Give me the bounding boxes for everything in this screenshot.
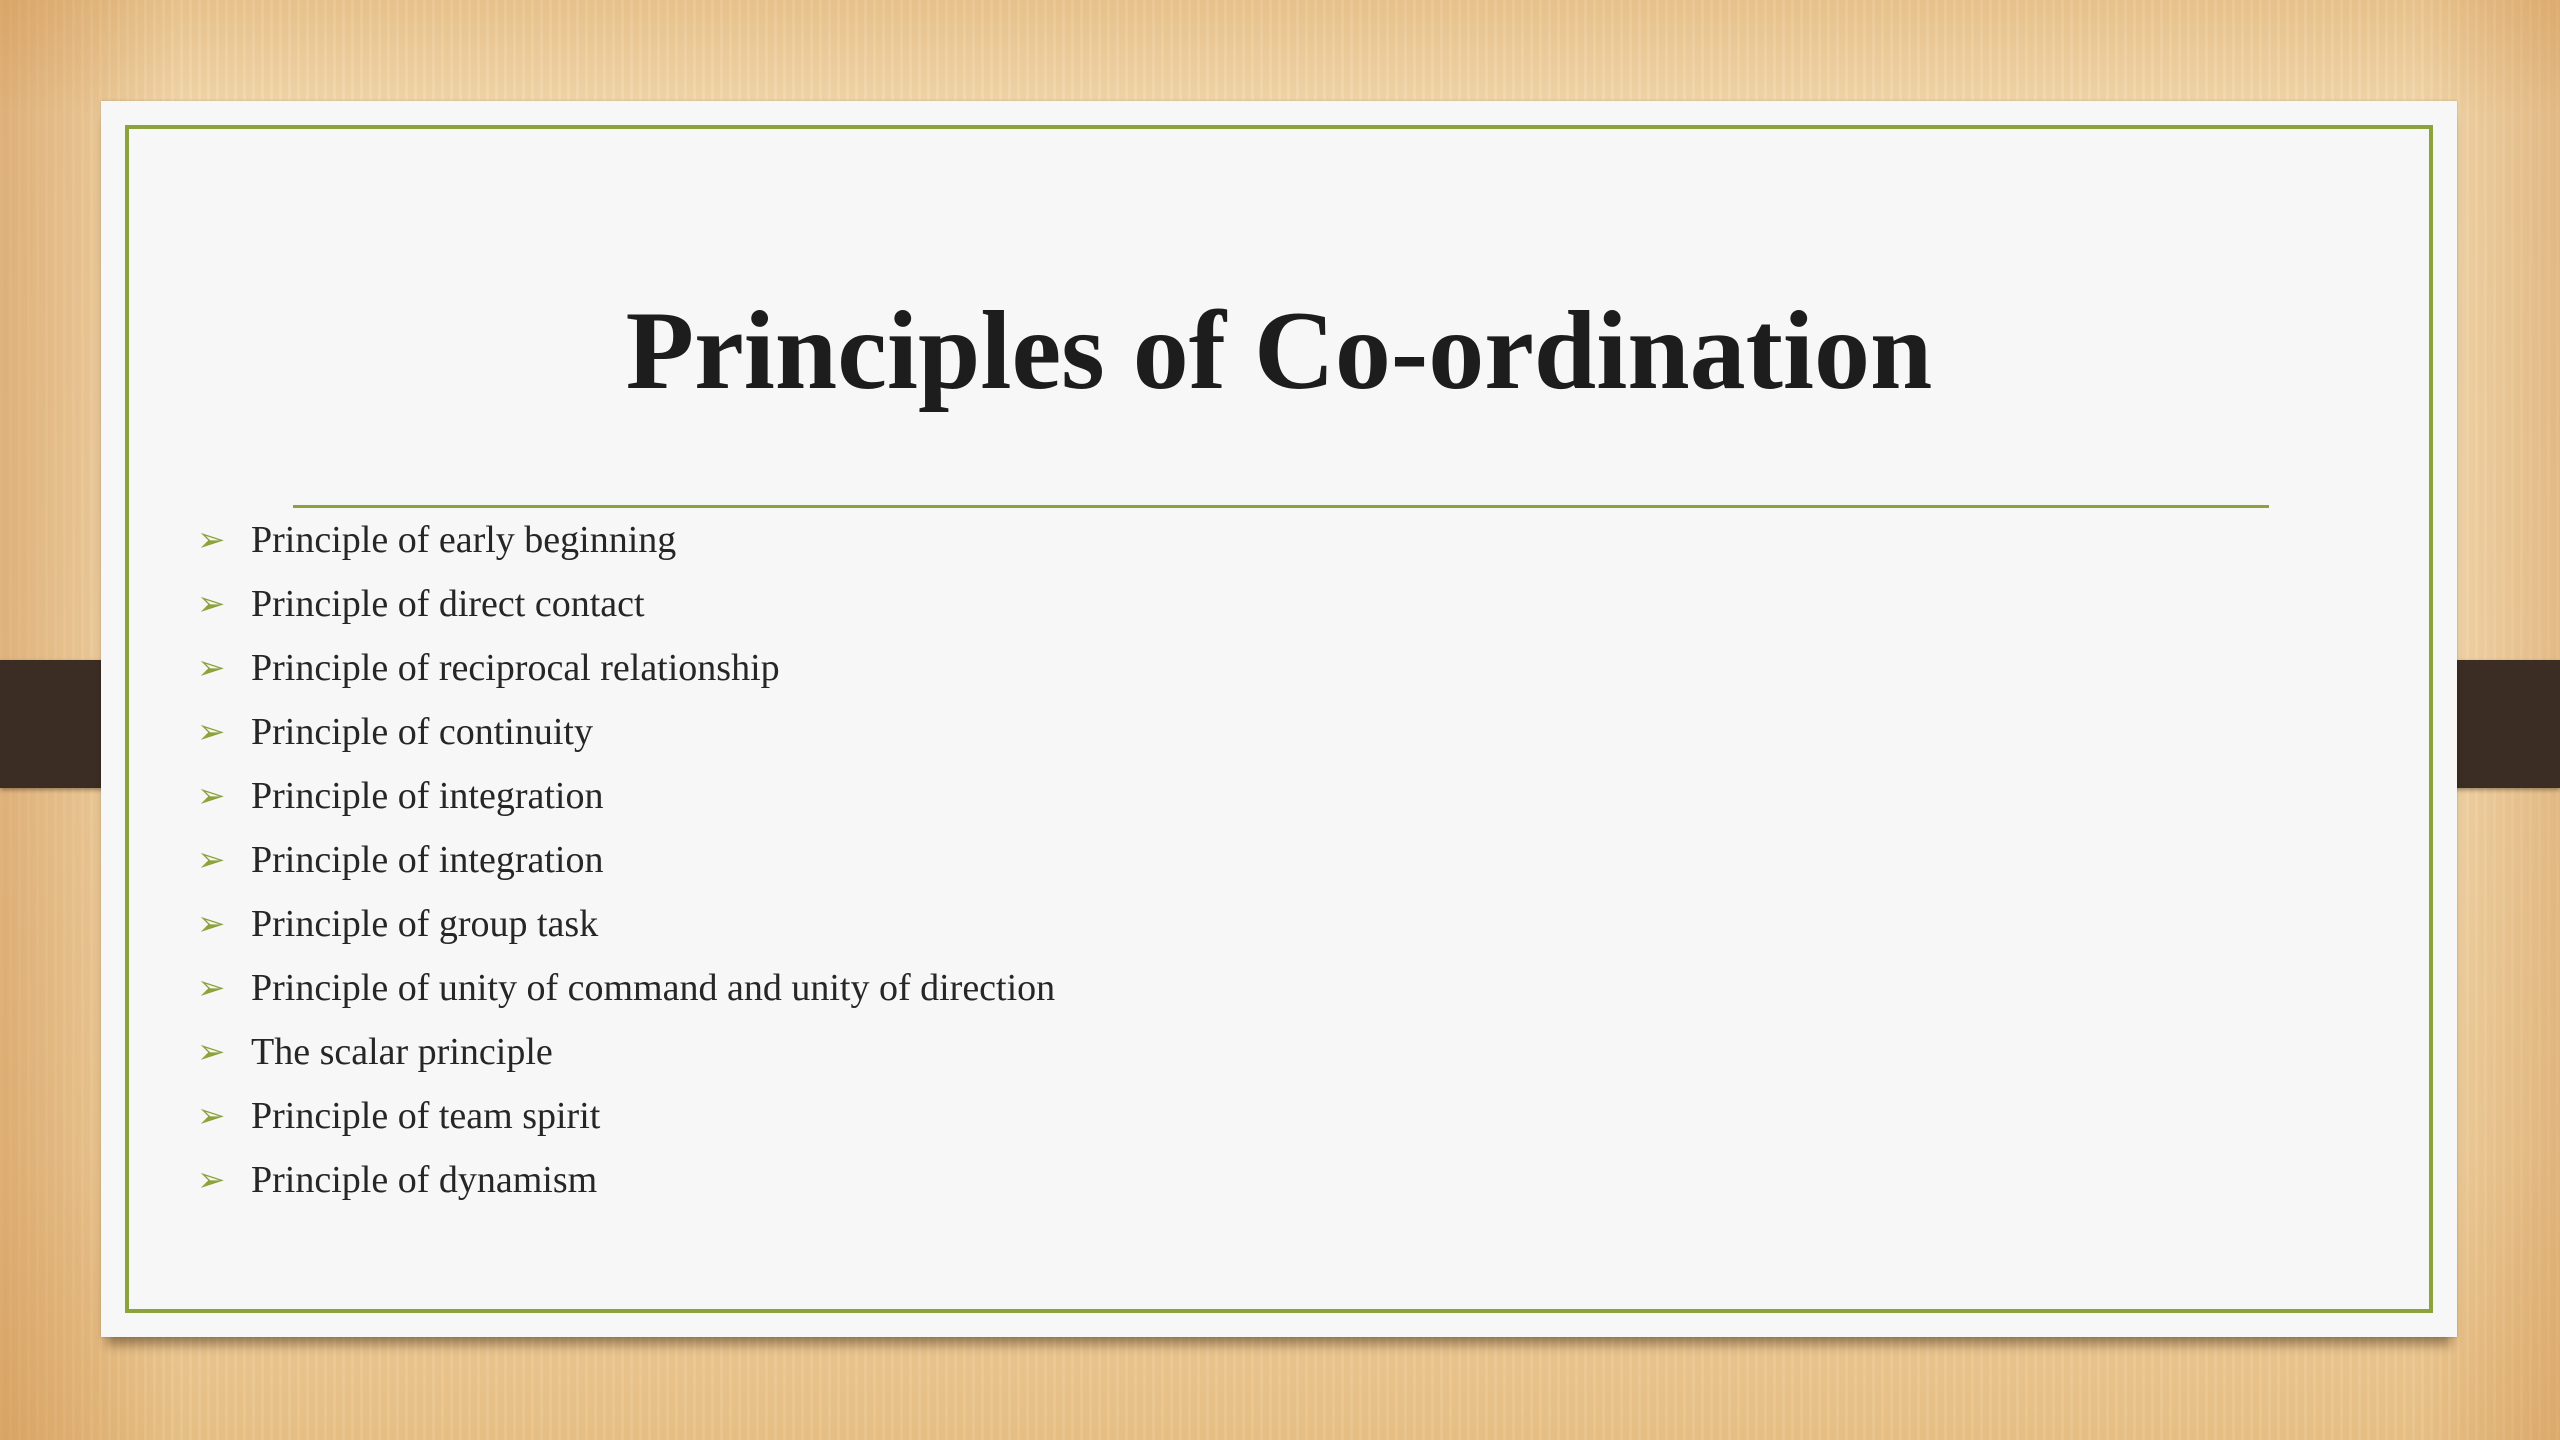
list-item xyxy=(197,956,1055,1020)
list-item xyxy=(197,1148,1055,1212)
principles-list xyxy=(197,508,1055,1212)
list-item xyxy=(197,764,1055,828)
arrowhead-bullet-icon: ➢ xyxy=(197,1098,226,1135)
arrowhead-bullet-icon: ➢ xyxy=(197,650,226,687)
list-item xyxy=(197,1084,1055,1148)
arrowhead-bullet-icon: ➢ xyxy=(197,906,226,943)
arrowhead-bullet-icon: ➢ xyxy=(197,1034,226,1071)
list-item-text: Principle of unity of command and unity of direction xyxy=(251,967,1056,1009)
list-item xyxy=(197,508,1055,572)
list-item-text: Principle of integration xyxy=(251,775,604,817)
slide-title: Principles of Co-ordination xyxy=(625,289,1933,413)
list-item-text: Principle of integration xyxy=(251,839,604,881)
list-item xyxy=(197,828,1055,892)
list-item-text: Principle of dynamism xyxy=(251,1159,598,1201)
arrowhead-bullet-icon: ➢ xyxy=(197,522,226,559)
list-item-text: The scalar principle xyxy=(251,1031,553,1073)
list-item xyxy=(197,892,1055,956)
arrowhead-bullet-icon: ➢ xyxy=(197,1162,226,1199)
arrowhead-bullet-icon: ➢ xyxy=(197,778,226,815)
list-item-text: Principle of continuity xyxy=(251,711,593,753)
list-item xyxy=(197,1020,1055,1084)
list-item-text: Principle of group task xyxy=(251,903,599,945)
list-item-text: Principle of early beginning xyxy=(251,519,677,561)
arrowhead-bullet-icon: ➢ xyxy=(197,714,226,751)
list-item xyxy=(197,572,1055,636)
slide-card xyxy=(101,101,2457,1337)
list-item xyxy=(197,700,1055,764)
arrowhead-bullet-icon: ➢ xyxy=(197,586,226,623)
list-item-text: Principle of reciprocal relationship xyxy=(251,647,780,689)
arrowhead-bullet-icon: ➢ xyxy=(197,842,226,879)
list-item xyxy=(197,636,1055,700)
list-item-text: Principle of team spirit xyxy=(251,1095,601,1137)
list-item-text: Principle of direct contact xyxy=(251,583,645,625)
arrowhead-bullet-icon: ➢ xyxy=(197,970,226,1007)
